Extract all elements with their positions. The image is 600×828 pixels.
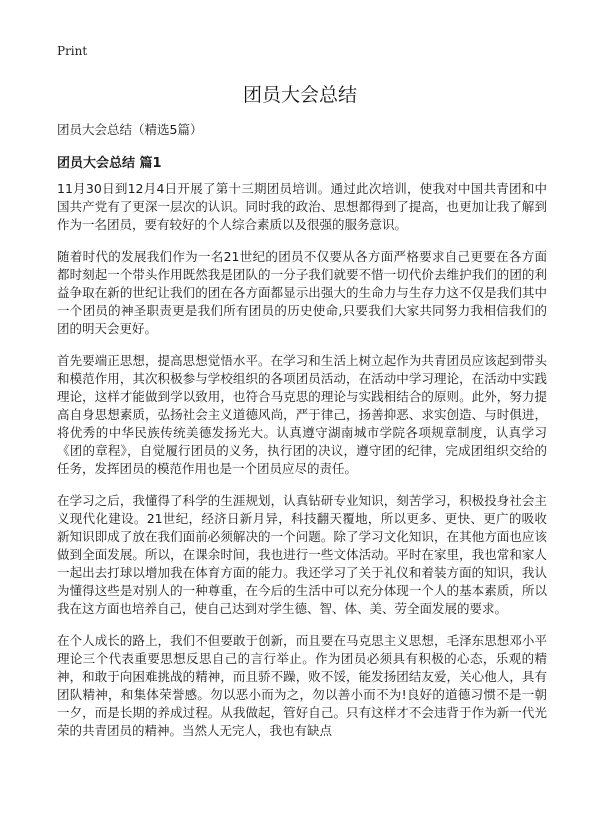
page-title: 团员大会总结: [242, 84, 357, 106]
paragraph: 在个人成长的路上，我们不但要敢于创新，而且要在马克思主义思想，毛泽东思想邓小平理论三个代表重要思想反思自己的言行举止。作为团员必须具有积极的心态，乐观的精神，和敢于向困难挑战的精神，而且骄不躁，败不馁，能发扬团结友爱，关心他人，具有团队精神，和集体荣誉感。勿以恶小而为之，勿以善小而不为!良好的道德习惯不是一朝一夕，而是长期的养成过程。从我做起，管好自己。只有这样才不会违背于作为新一代光荣的共青团员的精神。当然人无完人，我也有缺点: [57, 633, 547, 738]
paragraph: 首先要端正思想，提高思想觉悟水平。在学习和生活上树立起作为共青团员应该起到带头和模范作用，其次积极参与学校组织的各项团员活动，在活动中学习理论，在活动中实践理论，这样才能做到学以致用，也符合马克思的理论与实践相结合的原则。此外，努力提高自身思想素质，弘扬社会主义道德风尚，严于律己，扬善抑恶、求实创造、与时俱进，将优秀的中华民族传统美德发扬光大。认真遵守湖南城市学院各项规章制度，认真学习《团的章程》，自觉履行团员的义务，执行团的决议，遵守团的纪律，完成团组织交给的任务，发挥团员的模范作用也是一个团员应尽的责任。: [57, 353, 547, 476]
paragraph: 在学习之后，我懂得了科学的生涯规划，认真钻研专业知识，刻苦学习，积极投身社会主义现代化建设。21世纪，经济日新月异，科技翻天覆地，所以更多、更快、更广的吸收新知识即成了放在我们面前必须解决的一个问题。除了学习文化知识，在其他方面也应该做到全面发展。所以，在课余时间，我也进行一些文体活动。平时在家里，我也常和家人一起出去打球以增加我在体育方面的能力。我还学习了关于礼仪和着装方面的知识，我认为懂得这些是对别人的一种尊重，在今后的生活中可以充分体现一个人的基本素质，所以我在这方面也培养自己，使自己达到对学生德、智、体、美、劳全面发展的要求。: [57, 493, 547, 616]
section-heading: 团员大会总结 篇1: [57, 156, 162, 171]
article-body: [57, 180, 547, 754]
print-link[interactable]: Print: [57, 44, 88, 58]
paragraph: 随着时代的发展我们作为一名21世纪的团员不仅要从各方面严格要求自己更要在各方面都时刻起一个带头作用既然我是团队的一分子我们就要不惜一切代价去维护我们的团的利益争取在新的世纪让我们的团在各方面都显示出强大的生命力与生存力这不仅是我们其中一个团员的神圣职责更是我们所有团员的历史使命,只要我们大家共同努力我相信我们的团的明天会更好。: [57, 249, 547, 336]
document-subtitle: 团员大会总结（精选5篇）: [57, 122, 203, 137]
paragraph: 11月30日到12月4日开展了第十三期团员培训。通过此次培训，使我对中国共青团和中国共产党有了更深一层次的认识。同时我的政治、思想都得到了提高，也更加让我了解到作为一名团员，要有较好的个人综合素质以及很强的服务意识。: [57, 181, 547, 232]
